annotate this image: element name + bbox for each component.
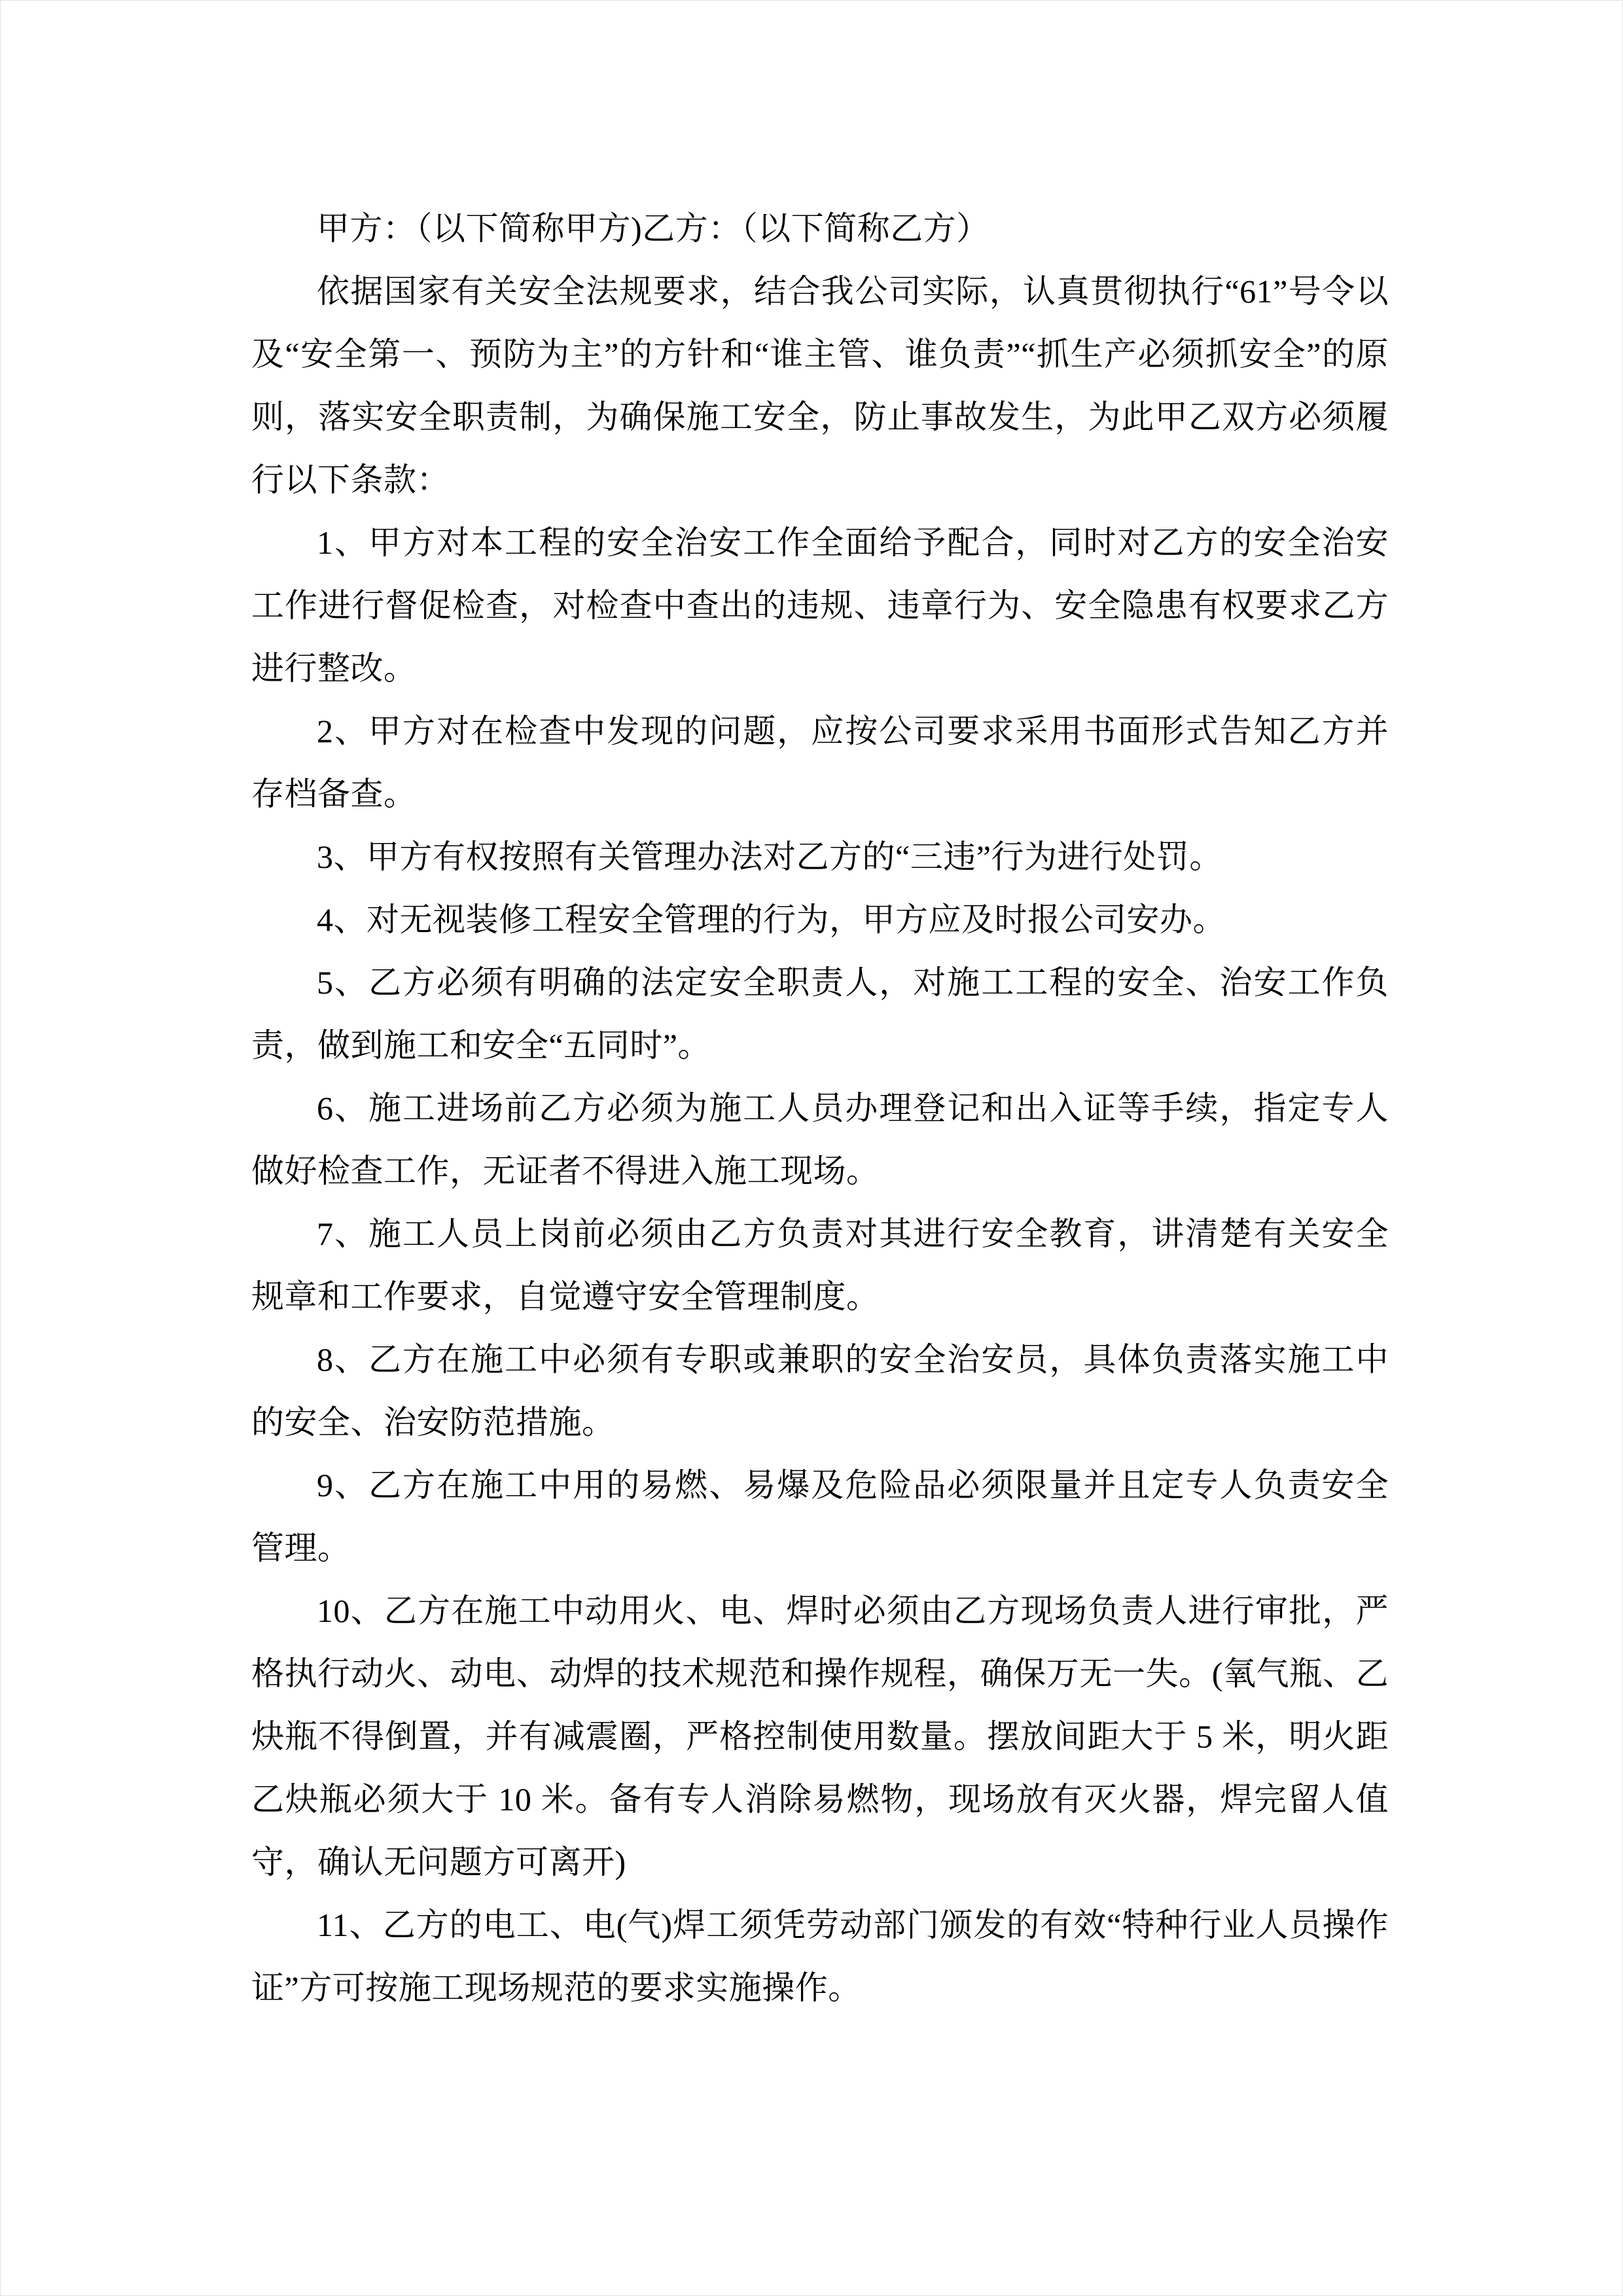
paragraph-clause-2: 2、甲方对在检查中发现的问题，应按公司要求采用书面形式告知乙方并存档备查。 <box>251 713 1389 812</box>
paragraph-parties: 甲方：（以下简称甲方)乙方：（以下简称乙方） <box>317 210 990 247</box>
document-body <box>251 197 1389 2019</box>
paragraph-clause-1: 1、甲方对本工程的安全治安工作全面给予配合，同时对乙方的安全治安工作进行督促检查，对检查中查出的违规、违章行为、安全隐患有权要求乙方进行整改。 <box>251 524 1389 687</box>
paragraph-clause-7: 7、施工人员上岗前必须由乙方负责对其进行安全教育，讲清楚有关安全规章和工作要求，自觉遵守安全管理制度。 <box>251 1215 1389 1315</box>
paragraph-clause-10: 10、乙方在施工中动用火、电、焊时必须由乙方现场负责人进行审批，严格执行动火、动电、动焊的技术规范和操作规程，确保万无一失。(氧气瓶、乙炔瓶不得倒置，并有减震圈，严格控制使用数量。摆放间距大于 5 米，明火距乙炔瓶必须大于 10 米。备有专人消除易燃物，现场放有灭火器，焊完留人值守，确认无问题方可离开) <box>251 1592 1389 1880</box>
paragraph-preamble: 依据国家有关安全法规要求，结合我公司实际，认真贯彻执行“61”号令以及“安全第一、预防为主”的方针和“谁主管、谁负责”“抓生产必须抓安全”的原则，落实安全职责制，为确保施工安全，防止事故发生，为此甲乙双方必须履行以下条款： <box>251 273 1389 498</box>
paragraph-clause-3: 3、甲方有权按照有关管理办法对乙方的“三违”行为进行处罚。 <box>317 838 1222 875</box>
paragraph-clause-6: 6、施工进场前乙方必须为施工人员办理登记和出入证等手续，指定专人做好检查工作，无证者不得进入施工现场。 <box>251 1090 1389 1189</box>
paragraph-clause-5: 5、乙方必须有明确的法定安全职责人，对施工工程的安全、治安工作负责，做到施工和安全“五同时”。 <box>251 964 1389 1064</box>
paragraph-clause-11: 11、乙方的电工、电(气)焊工须凭劳动部门颁发的有效“特种行业人员操作证”方可按施工现场规范的要求实施操作。 <box>251 1907 1389 2006</box>
paragraph-clause-4: 4、对无视装修工程安全管理的行为，甲方应及时报公司安办。 <box>317 901 1226 938</box>
paragraph-clause-9: 9、乙方在施工中用的易燃、易爆及危险品必须限量并且定专人负责安全管理。 <box>251 1467 1389 1566</box>
paragraph-clause-8: 8、乙方在施工中必须有专职或兼职的安全治安员，具体负责落实施工中的安全、治安防范措施。 <box>251 1341 1389 1441</box>
